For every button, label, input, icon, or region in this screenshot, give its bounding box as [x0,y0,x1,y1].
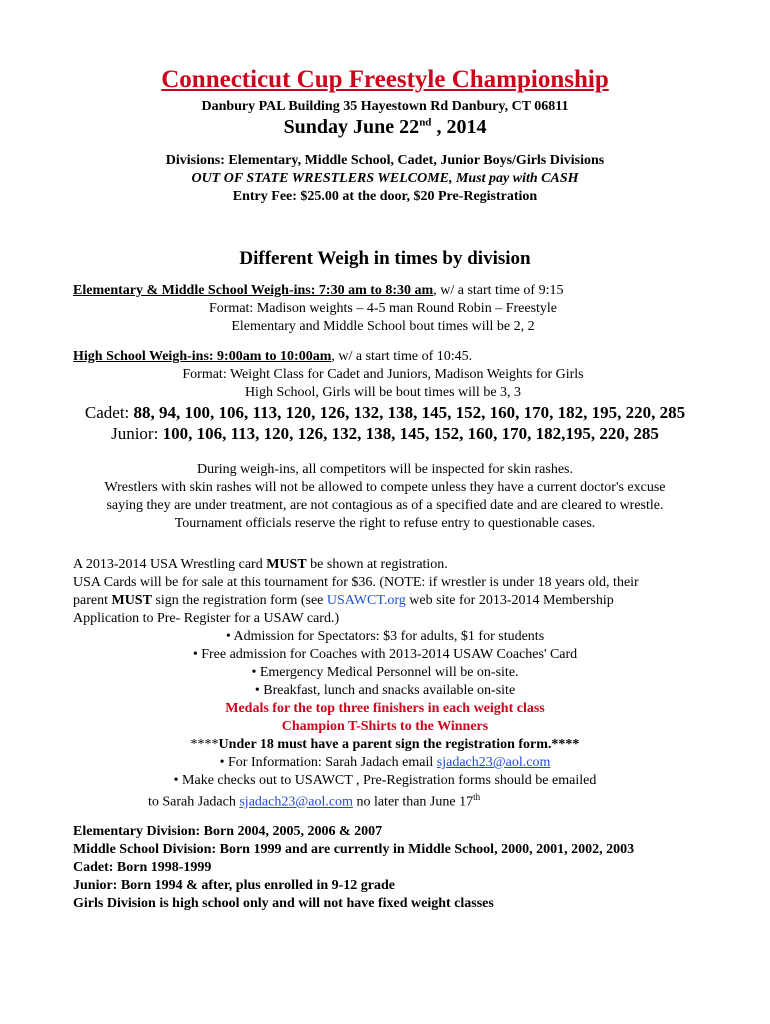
usaw-card-notice [73,556,713,628]
usawct-link[interactable]: USAWCT.org [326,593,406,608]
parent-notice [0,736,770,754]
usaw-text: web site for 2013-2014 Membership [405,593,614,608]
elementary-weigh-in [73,282,693,336]
weight-classes [0,402,770,444]
elementary-format: Format: Madison weights – 4-5 man Round Robin – Freestyle [208,301,558,316]
event-date [0,116,770,139]
high-school-weigh-in-label: High School Weigh-ins: 9:00am to 10:00am [73,349,332,364]
usaw-text: be shown at registration. [306,557,448,572]
high-school-bout-times: High School, Girls will be bout times will be 3, 3 [244,385,522,400]
high-school-start-time: , w/ a start time of 10:45. [331,349,473,364]
email-deadline [148,788,480,812]
division-middle-school: Middle School Division: Born 1999 and are currently in Middle School, 2000, 2001, 2002, 2003 [73,842,635,857]
division-girls: Girls Division is high school only and will not have fixed weight classes [73,896,494,911]
weigh-in-heading: Different Weigh in times by division [239,248,531,269]
entry-fee-line: Entry Fee: $25.00 at the door, $20 Pre-Registration [232,189,538,204]
bullet-spectators: • Admission for Spectators: $3 for adults, $1 for students [225,629,545,644]
usaw-text: A 2013-2014 USA Wrestling card [73,557,267,572]
date-suffix: th [473,792,481,802]
skin-check-line: Wrestlers with skin rashes will not be allowed to compete unless they have a current doctor's excuse [104,480,666,495]
usaw-emphasis: MUST [266,557,307,572]
skin-check-line: Tournament officials reserve the right to refuse entry to questionable cases. [174,516,596,531]
elementary-bout-times: Elementary and Middle School bout times will be 2, 2 [231,319,535,334]
bullet-food: • Breakfast, lunch and snacks available on-site [254,683,516,698]
cadet-weights: 88, 94, 100, 106, 113, 120, 126, 132, 138, 145, 152, 160, 170, 182, 195, 220, 285 [133,403,686,422]
division-junior: Junior: Born 1994 & after, plus enrolled in 9-12 grade [73,878,396,893]
intro-block [0,152,770,206]
info-bullets [0,628,770,790]
division-cadet: Cadet: Born 1998-1999 [73,860,212,875]
parent-notice-prefix: **** [190,737,219,752]
page-title: Connecticut Cup Freestyle Championship [161,66,609,93]
venue-address: Danbury PAL Building 35 Hayestown Rd Danbury, CT 06811 [201,99,569,114]
usaw-emphasis: MUST [111,593,152,608]
date-main: Sunday June 22 [283,116,420,138]
high-school-format: Format: Weight Class for Cadet and Juniors, Madison Weights for Girls [182,367,584,382]
elementary-weigh-in-label: Elementary & Middle School Weigh-ins: 7:30 am to 8:30 am [73,283,434,298]
date-suffix: nd [419,116,432,129]
skin-check-line: saying they are under treatment, are not contagious as of a specified date and are cleared to wrestle. [106,498,664,513]
skin-check-notice [0,461,770,533]
high-school-weigh-in [73,348,693,402]
bullet-checks: • Make checks out to USAWCT , Pre-Registration forms should be emailed [173,773,597,788]
deadline-email-link[interactable]: sjadach23@aol.com [239,794,353,810]
elementary-start-time: , w/ a start time of 9:15 [433,283,564,298]
bullet-medical: • Emergency Medical Personnel will be on-site. [251,665,519,680]
date-year: , 2014 [431,116,487,138]
bullet-coaches: • Free admission for Coaches with 2013-2014 USAW Coaches' Card [192,647,578,662]
junior-weights: 100, 106, 113, 120, 126, 132, 138, 145, 152, 160, 170, 182,195, 220, 285 [162,424,659,443]
junior-label: Junior: [111,424,163,443]
medals-notice: Medals for the top three finishers in each weight class [225,701,545,716]
out-of-state-line: OUT OF STATE WRESTLERS WELCOME, Must pay with CASH [191,171,579,186]
skin-check-line: During weigh-ins, all competitors will be inspected for skin rashes. [197,462,573,477]
contact-email-link[interactable]: sjadach23@aol.com [436,755,551,770]
email-deadline-suffix: no later than June 17 [352,794,474,810]
division-eligibility [73,823,634,913]
info-text: • For Information: Sarah Jadach email [219,755,437,770]
divisions-line: Divisions: Elementary, Middle School, Cadet, Junior Boys/Girls Divisions [165,153,605,168]
usaw-text: sign the registration form (see [151,593,327,608]
parent-notice-text: Under 18 must have a parent sign the registration form.**** [218,737,580,752]
tshirts-notice: Champion T-Shirts to the Winners [281,719,489,734]
email-deadline-prefix: to Sarah Jadach [148,794,240,810]
division-elementary: Elementary Division: Born 2004, 2005, 2006 & 2007 [73,824,383,839]
cadet-label: Cadet: [84,403,134,422]
usaw-text: USA Cards will be for sale at this tournament for $36. (NOTE: if wrestler is under 18 years old, their [73,575,639,590]
usaw-text: Application to Pre- Register for a USAW card.) [73,611,340,626]
usaw-text: parent [73,593,112,608]
bullet-info [0,754,770,772]
